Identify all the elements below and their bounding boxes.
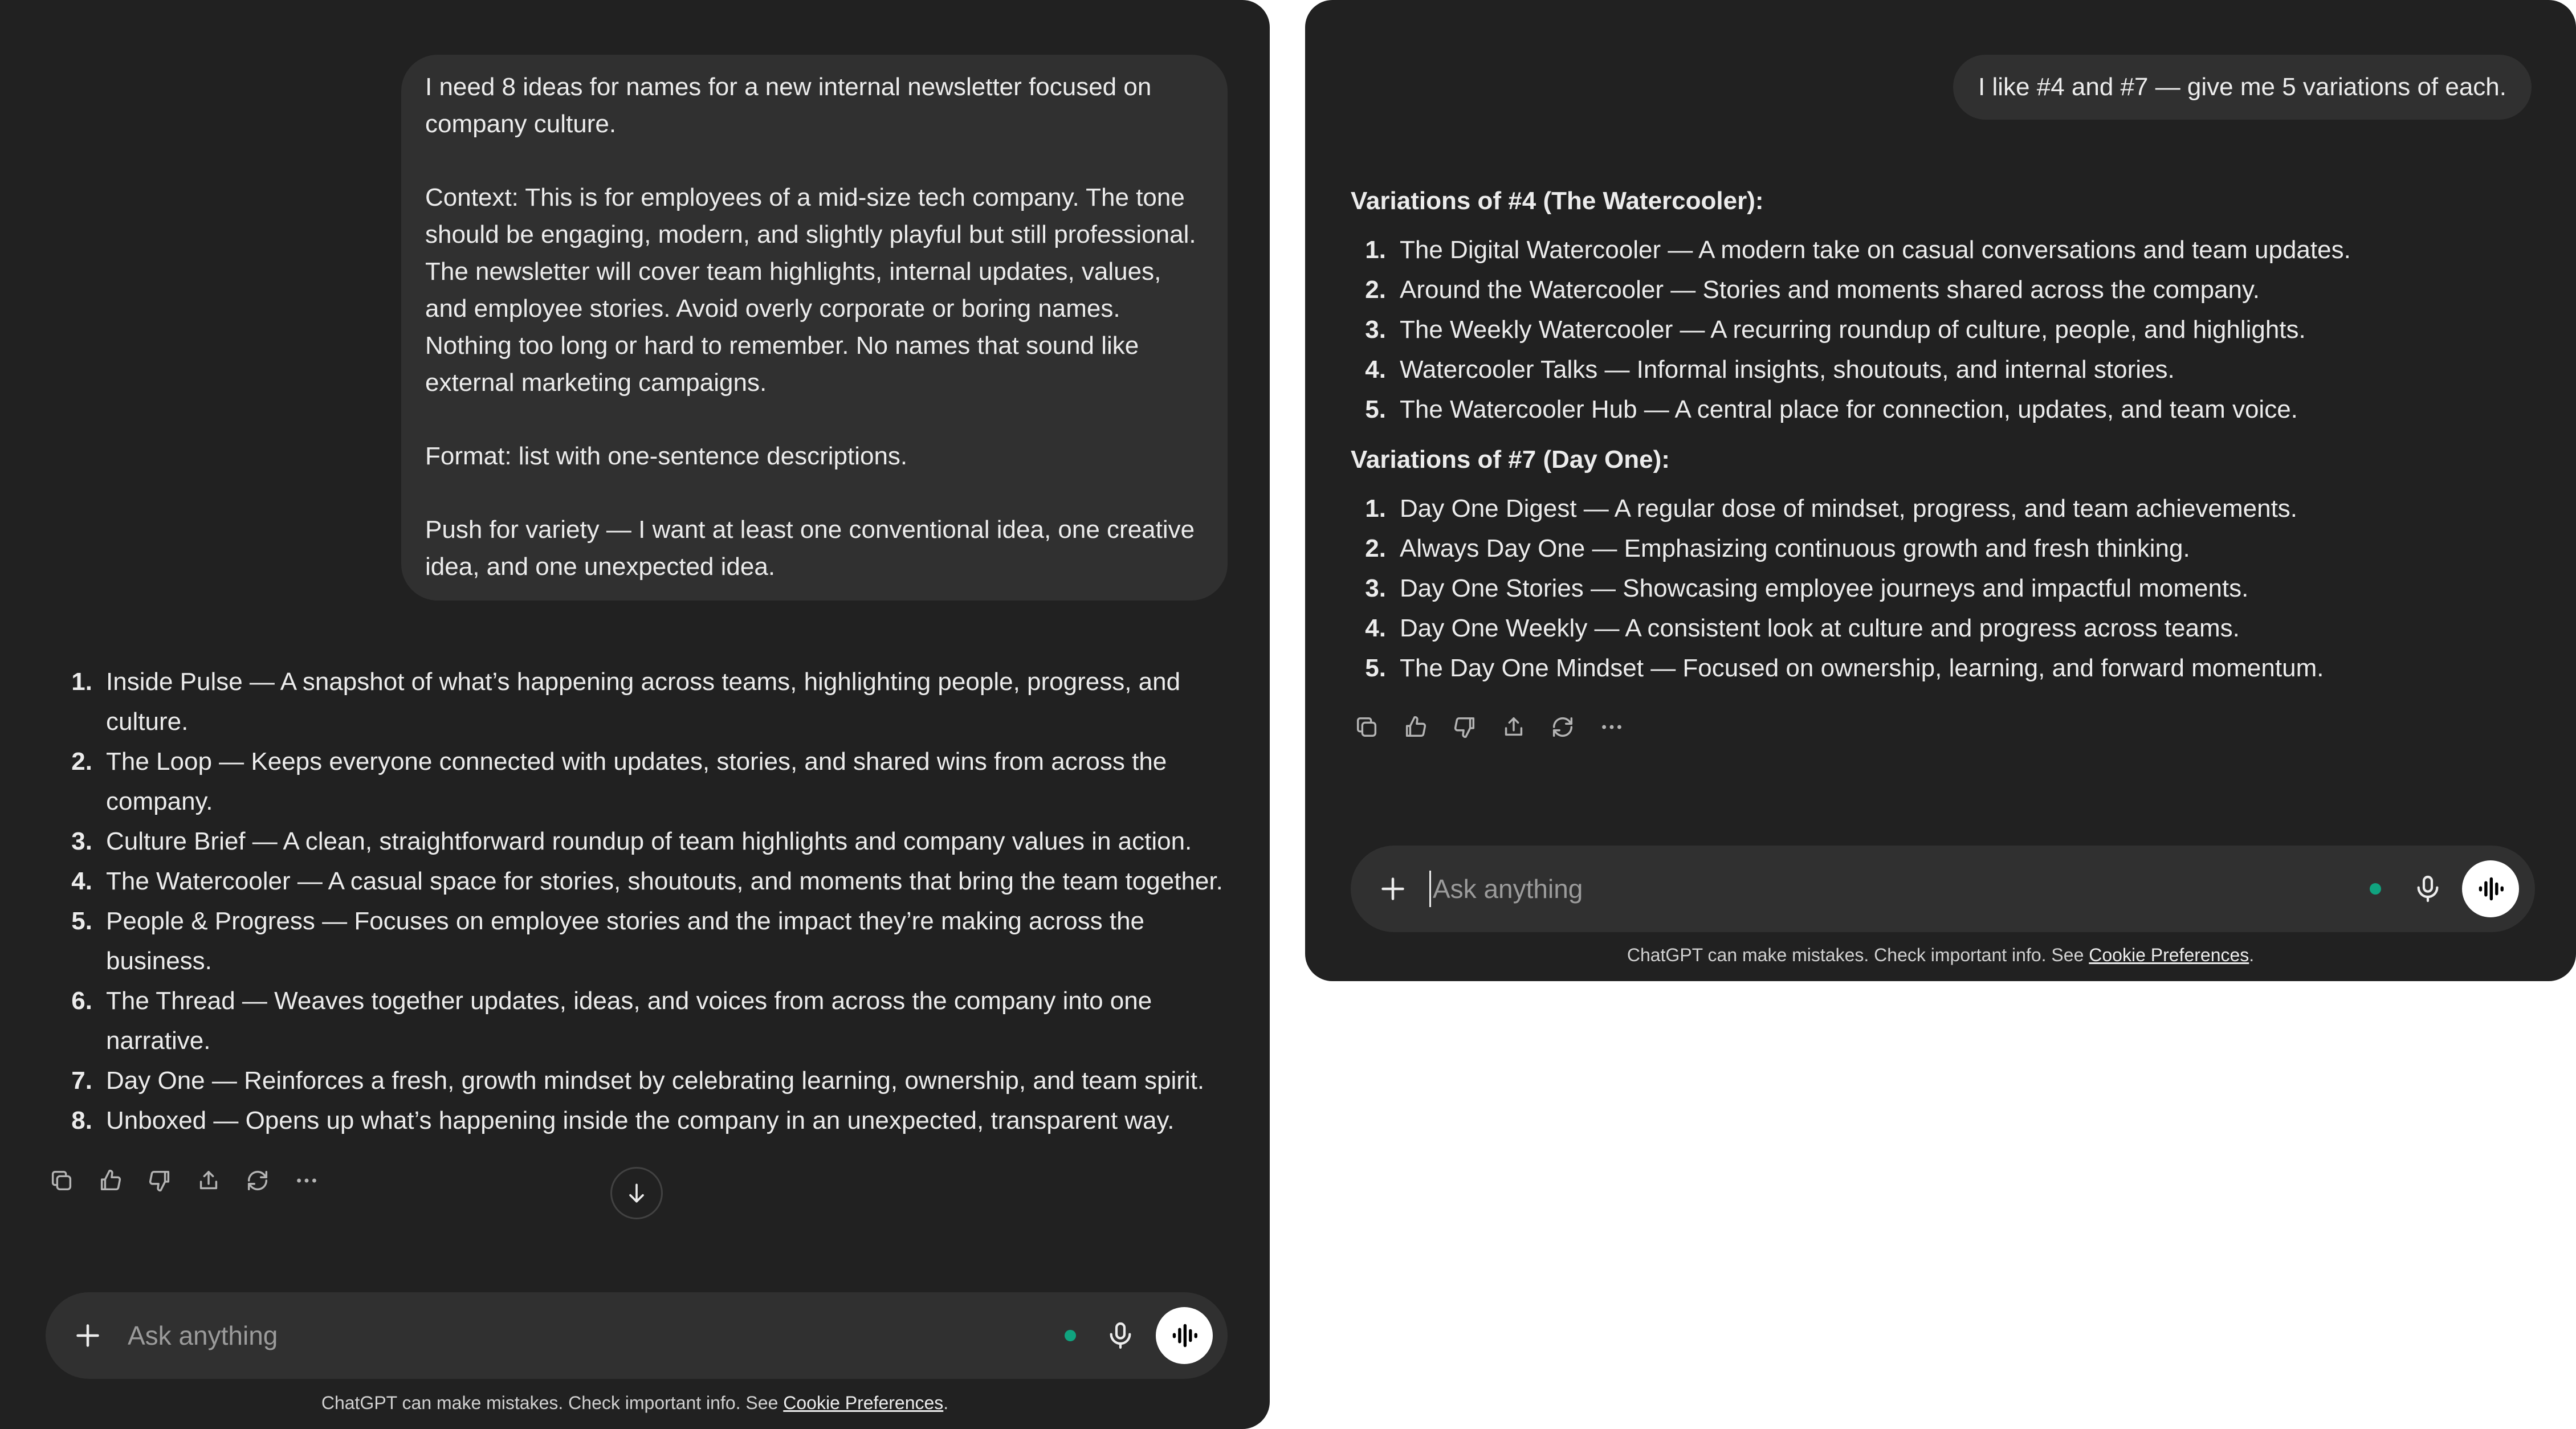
list-number: 4. bbox=[1365, 614, 1386, 642]
list-number: 1. bbox=[1365, 236, 1386, 264]
regenerate-icon[interactable] bbox=[1547, 711, 1579, 743]
list-number: 5. bbox=[1365, 395, 1386, 423]
list-number: 1. bbox=[71, 668, 92, 696]
list-number: 4. bbox=[71, 867, 92, 895]
voice-mode-button[interactable] bbox=[2462, 860, 2519, 917]
list-number: 4. bbox=[1365, 356, 1386, 383]
list-item bbox=[1351, 648, 2548, 688]
list-number: 1. bbox=[1365, 495, 1386, 522]
status-dot bbox=[2370, 883, 2381, 895]
more-icon[interactable] bbox=[1596, 711, 1628, 743]
arrow-down-icon bbox=[624, 1181, 649, 1206]
list-item bbox=[1351, 390, 2548, 430]
disclaimer-end: . bbox=[943, 1393, 949, 1413]
list-number: 3. bbox=[1365, 574, 1386, 602]
variations-list bbox=[1351, 489, 2548, 688]
disclaimer-end: . bbox=[2249, 945, 2255, 965]
list-item bbox=[57, 1061, 1242, 1101]
thumbs-up-icon[interactable] bbox=[1400, 711, 1432, 743]
user-message-bubble bbox=[401, 55, 1228, 601]
message-composer bbox=[46, 1292, 1228, 1379]
cookie-preferences-link[interactable]: Cookie Preferences bbox=[783, 1393, 944, 1413]
waveform-icon bbox=[2475, 873, 2506, 904]
message-actions bbox=[46, 1165, 323, 1197]
microphone-icon[interactable] bbox=[1104, 1320, 1136, 1352]
list-number: 3. bbox=[71, 827, 92, 855]
list-item-text: People & Progress — Focuses on employee stories and the impact they’re making across the business. bbox=[106, 907, 1145, 975]
user-message-bubble: I like #4 and #7 — give me 5 variations of each. bbox=[1953, 55, 2532, 120]
list-item bbox=[57, 662, 1242, 742]
chat-panel-left bbox=[0, 0, 1270, 1429]
waveform-icon bbox=[1169, 1320, 1200, 1351]
user-message-paragraph: Push for variety — I want at least one conventional idea, one creative idea, and one unexpected idea. bbox=[425, 516, 1195, 581]
disclaimer-footer bbox=[1305, 945, 2576, 966]
voice-mode-button[interactable] bbox=[1156, 1307, 1213, 1364]
list-number: 2. bbox=[1365, 276, 1386, 304]
message-input[interactable]: Ask anything bbox=[128, 1321, 278, 1350]
list-item-text: The Loop — Keeps everyone connected with updates, stories, and shared wins from across the company. bbox=[106, 748, 1167, 815]
list-item bbox=[1351, 529, 2548, 569]
microphone-icon[interactable] bbox=[2412, 873, 2444, 905]
list-item-text: Unboxed — Opens up what’s happening inside the company in an unexpected, transparent way. bbox=[106, 1107, 1175, 1134]
list-item-text: The Thread — Weaves together updates, ideas, and voices from across the company into one narrative. bbox=[106, 987, 1152, 1055]
list-item-text: The Watercooler Hub — A central place for connection, updates, and team voice. bbox=[1400, 395, 2298, 423]
list-item bbox=[1351, 230, 2548, 270]
list-item-text: Always Day One — Emphasizing continuous growth and fresh thinking. bbox=[1400, 534, 2190, 562]
user-message-paragraph: Context: This is for employees of a mid-size tech company. The tone should be engaging, modern, and slightly playful but still professional. The newsletter will cover team highlights, internal updates, values, and employee stories. Avoid overly corporate or boring names. Nothing too long or hard to remember. No names that sound like external marketing campaigns. bbox=[425, 183, 1196, 397]
assistant-response-list bbox=[57, 662, 1242, 1141]
list-item bbox=[1351, 609, 2548, 648]
list-item bbox=[57, 742, 1242, 822]
list-item-text: Day One Weekly — A consistent look at culture and progress across teams. bbox=[1400, 614, 2240, 642]
list-number: 5. bbox=[71, 907, 92, 935]
text-cursor bbox=[1429, 871, 1431, 907]
disclaimer-footer bbox=[0, 1393, 1270, 1414]
cookie-preferences-link[interactable]: Cookie Preferences bbox=[2089, 945, 2249, 965]
copy-icon[interactable] bbox=[46, 1165, 78, 1197]
chat-panel-right bbox=[1305, 0, 2576, 981]
thumbs-down-icon[interactable] bbox=[1449, 711, 1481, 743]
user-message-paragraph: I need 8 ideas for names for a new internal newsletter focused on company culture. bbox=[425, 73, 1152, 138]
section-heading: Variations of #4 (The Watercooler): bbox=[1351, 187, 1764, 215]
list-item-text: The Weekly Watercooler — A recurring roundup of culture, people, and highlights. bbox=[1400, 316, 2306, 344]
list-number: 2. bbox=[1365, 534, 1386, 562]
list-number: 7. bbox=[71, 1067, 92, 1095]
list-item-text: Around the Watercooler — Stories and moments shared across the company. bbox=[1400, 276, 2260, 304]
thumbs-down-icon[interactable] bbox=[144, 1165, 176, 1197]
list-number: 2. bbox=[71, 748, 92, 775]
message-composer bbox=[1351, 846, 2535, 932]
list-number: 5. bbox=[1365, 654, 1386, 682]
status-dot bbox=[1065, 1330, 1076, 1341]
thumbs-up-icon[interactable] bbox=[95, 1165, 127, 1197]
section-heading: Variations of #7 (Day One): bbox=[1351, 446, 1670, 473]
list-number: 8. bbox=[71, 1107, 92, 1134]
list-item-text: Culture Brief — A clean, straightforward roundup of team highlights and company values in action. bbox=[106, 827, 1192, 855]
list-item-text: The Watercooler — A casual space for stories, shoutouts, and moments that bring the team together. bbox=[106, 867, 1223, 895]
list-item bbox=[57, 822, 1242, 862]
regenerate-icon[interactable] bbox=[242, 1165, 274, 1197]
plus-icon[interactable] bbox=[71, 1318, 105, 1353]
list-item bbox=[57, 981, 1242, 1061]
disclaimer-text: ChatGPT can make mistakes. Check important info. See bbox=[1627, 945, 2089, 965]
list-item-text: The Digital Watercooler — A modern take on casual conversations and team updates. bbox=[1400, 236, 2351, 264]
list-item bbox=[57, 1101, 1242, 1141]
list-item-text: Watercooler Talks — Informal insights, shoutouts, and internal stories. bbox=[1400, 356, 2175, 383]
disclaimer-text: ChatGPT can make mistakes. Check important info. See bbox=[321, 1393, 784, 1413]
message-actions bbox=[1351, 711, 1628, 743]
list-number: 6. bbox=[71, 987, 92, 1015]
list-item bbox=[1351, 489, 2548, 529]
list-item-text: Inside Pulse — A snapshot of what’s happening across teams, highlighting people, progress, and culture. bbox=[106, 668, 1181, 736]
user-message-paragraph: Format: list with one-sentence descriptions. bbox=[425, 442, 908, 470]
list-number: 3. bbox=[1365, 316, 1386, 344]
list-item-text: The Day One Mindset — Focused on ownership, learning, and forward momentum. bbox=[1400, 654, 2324, 682]
more-icon[interactable] bbox=[291, 1165, 323, 1197]
list-item bbox=[1351, 569, 2548, 609]
list-item-text: Day One — Reinforces a fresh, growth mindset by celebrating learning, ownership, and team spirit. bbox=[106, 1067, 1205, 1095]
list-item bbox=[57, 901, 1242, 981]
list-item bbox=[1351, 350, 2548, 390]
variations-list bbox=[1351, 230, 2548, 430]
list-item-text: Day One Stories — Showcasing employee journeys and impactful moments. bbox=[1400, 574, 2249, 602]
list-item bbox=[1351, 270, 2548, 310]
list-item bbox=[57, 862, 1242, 901]
scroll-to-bottom-button[interactable] bbox=[610, 1167, 663, 1219]
list-item-text: Day One Digest — A regular dose of mindset, progress, and team achievements. bbox=[1400, 495, 2298, 522]
share-icon[interactable] bbox=[193, 1165, 225, 1197]
share-icon[interactable] bbox=[1498, 711, 1530, 743]
list-item bbox=[1351, 310, 2548, 350]
copy-icon[interactable] bbox=[1351, 711, 1383, 743]
message-input[interactable]: Ask anything bbox=[1433, 874, 1583, 904]
plus-icon[interactable] bbox=[1376, 872, 1410, 906]
